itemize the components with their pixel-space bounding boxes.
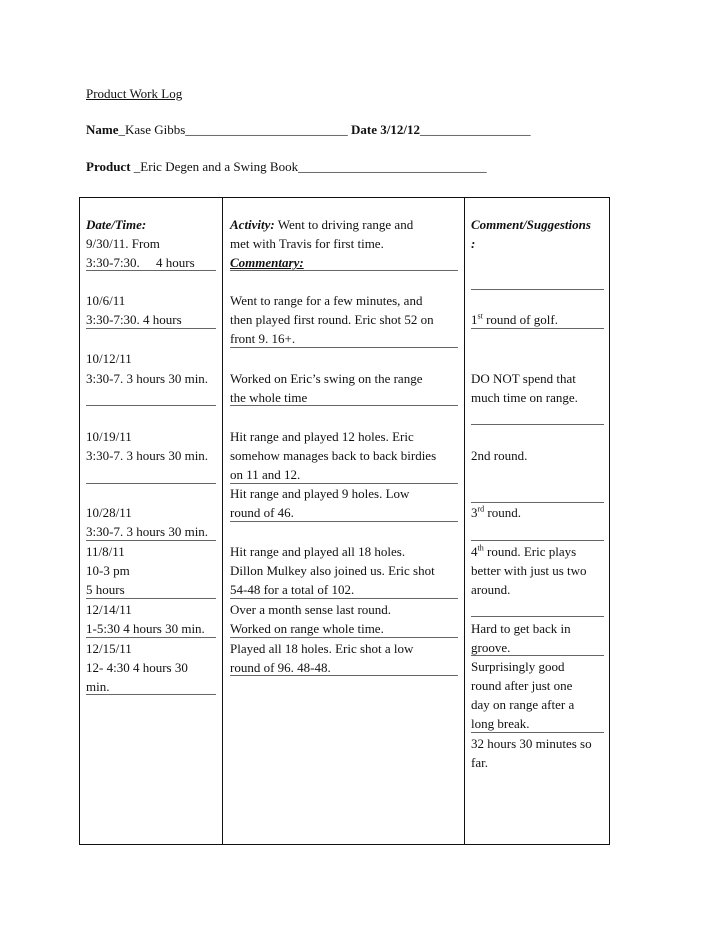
comments-header-colon: : (471, 236, 476, 251)
product-label: Product (86, 159, 131, 174)
row-rule (86, 405, 216, 406)
page-title: Product Work Log (86, 86, 183, 101)
date-time-header: Date/Time: (86, 217, 147, 232)
entry-time: 3:30-7. 3 hours 30 min. (86, 371, 209, 386)
activity-text: Hit range and played 9 holes. Low (230, 486, 410, 501)
entry-time: 3:30-7:30. 4 hours (86, 312, 182, 327)
work-log-table (79, 197, 610, 845)
comment-text: 3rd round. (471, 504, 522, 520)
comment-text: DO NOT spend that (471, 371, 576, 386)
activity-text: Worked on Eric’s swing on the range (230, 371, 423, 386)
row-rule (471, 289, 604, 290)
comment-text: better with just us two (471, 563, 587, 578)
comment-text: around. (471, 582, 511, 597)
entry-date: 10/6/11 (86, 293, 126, 308)
comment-text: far. (471, 755, 488, 770)
entry-date: 10/19/11 (86, 429, 132, 444)
date-trail: _________________ (420, 122, 531, 137)
comment-text: 4th round. Eric plays (471, 543, 577, 559)
activity-label: Activity: (230, 217, 275, 232)
row-rule (86, 694, 216, 695)
activity-text: somehow manages back to back birdies (230, 448, 437, 463)
comment-text: 32 hours 30 minutes so (471, 736, 592, 751)
row-rule (230, 637, 458, 638)
row-rule (86, 598, 216, 599)
entry-time: 3:30-7. 3 hours 30 min. (86, 448, 209, 463)
column-divider-1 (222, 198, 223, 844)
row-rule (86, 637, 216, 638)
row-rule (230, 270, 458, 271)
entry-date: 11/8/11 (86, 544, 125, 559)
entry-date: 12/14/11 (86, 602, 132, 617)
comments-header: Comment/Suggestions (471, 217, 591, 232)
name-value: _Kase Gibbs_________________________ (118, 122, 348, 137)
activity-header-line (230, 215, 413, 234)
row-rule (471, 732, 604, 733)
product-line (86, 159, 487, 175)
row-rule (86, 483, 216, 484)
activity-text: round of 46. (230, 505, 294, 520)
entry-time-cont: min. (86, 679, 110, 694)
row-rule (230, 405, 458, 406)
row-rule (471, 616, 604, 617)
row-rule (471, 540, 604, 541)
row-rule (230, 347, 458, 348)
activity-text: Went to driving range and (274, 217, 414, 232)
comment-text: groove. (471, 640, 511, 655)
row-rule (471, 424, 604, 425)
name-label: Name (86, 122, 119, 137)
activity-text: Hit range and played 12 holes. Eric (230, 429, 414, 444)
row-rule (471, 655, 604, 656)
date-label: Date 3/12/12 (351, 122, 421, 137)
activity-text: then played first round. Eric shot 52 on (230, 312, 434, 327)
comment-text: 2nd round. (471, 448, 528, 463)
row-rule (86, 540, 216, 541)
product-value: _Eric Degen and a Swing Book_____________________________ (130, 159, 487, 174)
comment-text: day on range after a (471, 697, 575, 712)
activity-text: Hit range and played all 18 holes. (230, 544, 406, 559)
row-rule (471, 328, 604, 329)
entry-date: 9/30/11. From (86, 236, 160, 251)
comment-text: 1st round of golf. (471, 311, 558, 327)
entry-date: 12/15/11 (86, 641, 132, 656)
activity-text: met with Travis for first time. (230, 236, 384, 251)
entry-date: 10/12/11 (86, 351, 132, 366)
activity-text: round of 96. 48-48. (230, 660, 331, 675)
entry-date: 10/28/11 (86, 505, 132, 520)
comment-text: long break. (471, 716, 530, 731)
activity-text: Over a month sense last round. (230, 602, 392, 617)
activity-text: on 11 and 12. (230, 467, 301, 482)
activity-text: front 9. 16+. (230, 331, 296, 346)
entry-time: 3:30-7:30. 4 hours (86, 255, 195, 270)
activity-text: Went to range for a few minutes, and (230, 293, 423, 308)
entry-time: 10-3 pm (86, 563, 130, 578)
commentary-label: Commentary: (230, 255, 304, 270)
entry-time: 1-5:30 4 hours 30 min. (86, 621, 205, 636)
activity-text: Dillon Mulkey also joined us. Eric shot (230, 563, 435, 578)
activity-text: the whole time (230, 390, 308, 405)
row-rule (86, 270, 216, 271)
row-rule (230, 598, 458, 599)
comment-text: Hard to get back in (471, 621, 571, 636)
entry-time: 3:30-7. 3 hours 30 min. (86, 524, 209, 539)
entry-time: 12- 4:30 4 hours 30 (86, 660, 188, 675)
name-line (86, 122, 531, 138)
activity-text: 54-48 for a total of 102. (230, 582, 355, 597)
activity-text: Worked on range whole time. (230, 621, 384, 636)
row-rule (230, 521, 458, 522)
column-divider-2 (464, 198, 465, 844)
entry-duration: 5 hours (86, 582, 125, 597)
row-rule (230, 675, 458, 676)
comment-text: Surprisingly good (471, 659, 565, 674)
comment-text: round after just one (471, 678, 573, 693)
activity-text: Played all 18 holes. Eric shot a low (230, 641, 414, 656)
row-rule (86, 328, 216, 329)
comment-text: much time on range. (471, 390, 578, 405)
